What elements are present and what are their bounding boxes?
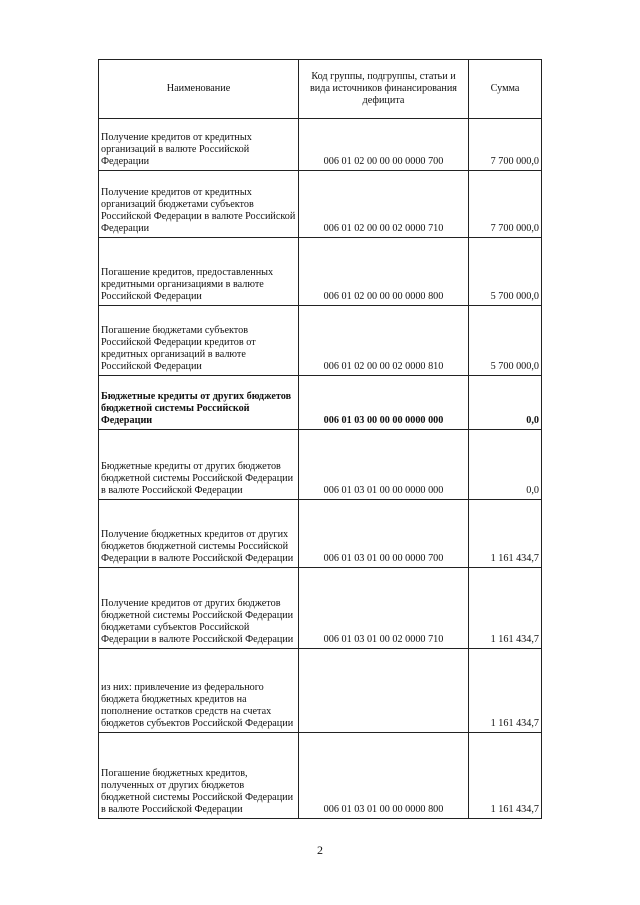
page-number: 2 [317,843,323,857]
table-row [99,733,542,819]
table-row [99,119,542,171]
row-name: Погашение бюджетных кредитов, полученных от других бюджетов бюджетной системы Российской Федерации в валюте Российской Федерации [99,733,299,819]
header-sum: Сумма [469,60,542,119]
row-name: Получение кредитов от кредитных организаций бюджетами субъектов Российской Федерации в валюте Российской Федерации [99,171,299,238]
row-name: Бюджетные кредиты от других бюджетов бюджетной системы Российской Федерации [99,376,299,430]
row-sum: 7 700 000,0 [469,171,542,238]
row-sum: 1 161 434,7 [469,500,542,568]
row-name: Погашение кредитов, предоставленных кредитными организациями в валюте Российской Федерации [99,238,299,306]
row-code: 006 01 03 01 00 02 0000 710 [299,568,469,649]
row-name: Получение кредитов от других бюджетов бюджетной системы Российской Федерации бюджетами субъектов Российской Федерации в валюте Российской Федерации [99,568,299,649]
row-sum: 1 161 434,7 [469,568,542,649]
row-sum: 5 700 000,0 [469,238,542,306]
row-code: 006 01 03 01 00 00 0000 000 [299,430,469,500]
table-header-row [99,60,542,119]
row-code: 006 01 02 00 00 02 0000 810 [299,306,469,376]
table-row [99,649,542,733]
row-code: 006 01 02 00 00 00 0000 700 [299,119,469,171]
table-row [99,430,542,500]
row-code: 006 01 02 00 00 02 0000 710 [299,171,469,238]
row-code: 006 01 03 01 00 00 0000 800 [299,733,469,819]
row-name: Погашение бюджетами субъектов Российской Федерации кредитов от кредитных организаций в валюте Российской Федерации [99,306,299,376]
row-sum: 7 700 000,0 [469,119,542,171]
table-row [99,238,542,306]
row-sum: 1 161 434,7 [469,649,542,733]
table-row [99,171,542,238]
row-sum: 0,0 [469,430,542,500]
row-sum: 1 161 434,7 [469,733,542,819]
financing-sources-table [98,59,542,819]
header-code: Код группы, подгруппы, статьи и вида источников финансирования дефицита [299,60,469,119]
row-code: 006 01 03 00 00 00 0000 000 [299,376,469,430]
row-name: Получение бюджетных кредитов от других бюджетов бюджетной системы Российской Федерации в валюте Российской Федерации [99,500,299,568]
table-row [99,568,542,649]
row-code [299,649,469,733]
header-name: Наименование [99,60,299,119]
table-row [99,376,542,430]
table-row [99,306,542,376]
row-name: из них: привлечение из федерального бюджета бюджетных кредитов на пополнение остатков средств на счетах бюджетов субъектов Российской Федерации [99,649,299,733]
row-name: Бюджетные кредиты от других бюджетов бюджетной системы Российской Федерации в валюте Российской Федерации [99,430,299,500]
row-code: 006 01 03 01 00 00 0000 700 [299,500,469,568]
row-sum: 0,0 [469,376,542,430]
row-sum: 5 700 000,0 [469,306,542,376]
row-code: 006 01 02 00 00 00 0000 800 [299,238,469,306]
table-row [99,500,542,568]
row-name: Получение кредитов от кредитных организаций в валюте Российской Федерации [99,119,299,171]
